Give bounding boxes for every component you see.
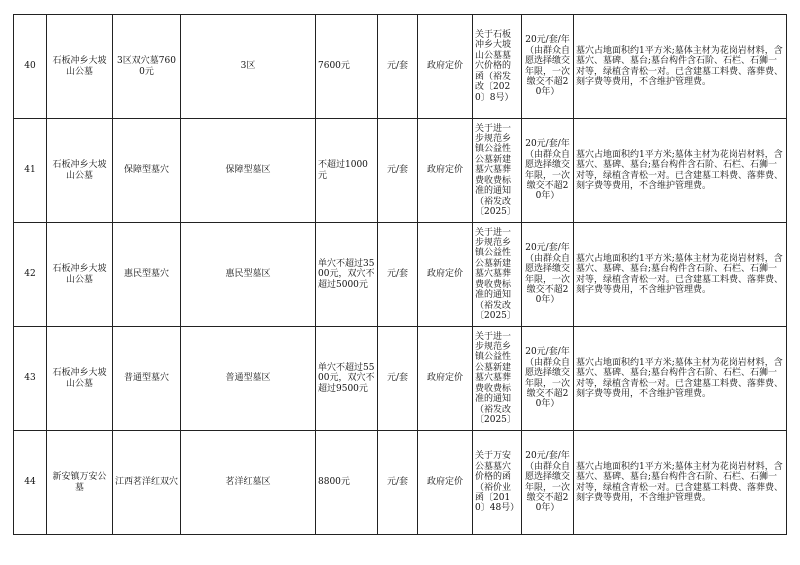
row-number-cell: 41	[14, 119, 47, 223]
table-row	[14, 223, 787, 327]
row-number-cell: 40	[14, 15, 47, 119]
unit-cell: 元/套	[378, 431, 418, 535]
area-name-cell: 保障型墓区	[181, 119, 316, 223]
cemetery-name-cell: 石板冲乡大坡山公墓	[47, 223, 113, 327]
cemetery-name-cell: 新安镇万安公墓	[47, 431, 113, 535]
table-row	[14, 119, 787, 223]
area-name-cell: 茗洋红墓区	[181, 431, 316, 535]
pricing-method-cell: 政府定价	[418, 431, 473, 535]
price-cell: 单穴不超过5500元，双穴不超过9500元	[316, 327, 378, 431]
area-name-cell: 惠民型墓区	[181, 223, 316, 327]
cemetery-name-cell: 石板冲乡大坡山公墓	[47, 119, 113, 223]
remarks-cell: 墓穴占地面积约1平方米;墓体主材为花岗岩材料，含墓穴、墓碑、墓台;墓台构件含石阶、石栏、石狮一对等，绿植含青松一对。已含建墓工料费、落葬费、刻字费等费用，不含维护管理费。	[574, 223, 787, 327]
maintenance-fee-cell: 20元/套/年（由群众自愿选择缴交年限，一次缴交不超20年）	[522, 327, 574, 431]
policy-document-cell: 关于万安公墓墓穴价格的函（裕价业函〔2010〕48号）	[473, 431, 522, 535]
unit-cell: 元/套	[378, 327, 418, 431]
item-name-cell: 普通型墓穴	[113, 327, 181, 431]
remarks-cell: 墓穴占地面积约1平方米;墓体主材为花岗岩材料，含墓穴、墓碑、墓台;墓台构件含石阶、石栏、石狮一对等，绿植含青松一对。已含建墓工料费、落葬费、刻字费等费用，不含维护管理费。	[574, 327, 787, 431]
row-number-cell: 42	[14, 223, 47, 327]
pricing-method-cell: 政府定价	[418, 327, 473, 431]
price-table	[13, 14, 787, 535]
remarks-cell: 墓穴占地面积约1平方米;墓体主材为花岗岩材料，含墓穴、墓碑、墓台;墓台构件含石阶、石栏、石狮一对等，绿植含青松一对。已含建墓工料费、落葬费、刻字费等费用，不含维护管理费。	[574, 119, 787, 223]
pricing-method-cell: 政府定价	[418, 119, 473, 223]
row-number-cell: 44	[14, 431, 47, 535]
unit-cell: 元/套	[378, 15, 418, 119]
row-number-cell: 43	[14, 327, 47, 431]
area-name-cell: 普通型墓区	[181, 327, 316, 431]
remarks-cell: 墓穴占地面积约1平方米;墓体主材为花岗岩材料，含墓穴、墓碑、墓台;墓台构件含石阶、石栏、石狮一对等，绿植含青松一对。已含建墓工料费、落葬费、刻字费等费用，不含维护管理费。	[574, 431, 787, 535]
policy-document-cell: 关于进一步规范乡镇公益性公墓新建墓穴墓葬费收费标准的通知（裕发改〔2025〕	[473, 119, 522, 223]
item-name-cell: 保障型墓穴	[113, 119, 181, 223]
area-name-cell: 3区	[181, 15, 316, 119]
cemetery-name-cell: 石板冲乡大坡山公墓	[47, 15, 113, 119]
maintenance-fee-cell: 20元/套/年（由群众自愿选择缴交年限，一次缴交不超20年）	[522, 223, 574, 327]
policy-document-cell: 关于石板冲乡大坡山公墓墓穴价格的函（裕发改〔2020〕8号）	[473, 15, 522, 119]
table-row	[14, 431, 787, 535]
price-cell: 不超过1000元	[316, 119, 378, 223]
pricing-method-cell: 政府定价	[418, 223, 473, 327]
table-row	[14, 327, 787, 431]
unit-cell: 元/套	[378, 223, 418, 327]
policy-document-cell: 关于进一步规范乡镇公益性公墓新建墓穴墓葬费收费标准的通知（裕发改〔2025〕	[473, 327, 522, 431]
remarks-cell: 墓穴占地面积约1平方米;墓体主材为花岗岩材料，含墓穴、墓碑、墓台;墓台构件含石阶、石栏、石狮一对等，绿植含青松一对。已含建墓工料费、落葬费、刻字费等费用，不含维护管理费。	[574, 15, 787, 119]
table-row	[14, 15, 787, 119]
maintenance-fee-cell: 20元/套/年（由群众自愿选择缴交年限，一次缴交不超20年）	[522, 119, 574, 223]
price-cell: 7600元	[316, 15, 378, 119]
pricing-method-cell: 政府定价	[418, 15, 473, 119]
item-name-cell: 江西茗洋红双穴	[113, 431, 181, 535]
price-cell: 8800元	[316, 431, 378, 535]
unit-cell: 元/套	[378, 119, 418, 223]
policy-document-cell: 关于进一步规范乡镇公益性公墓新建墓穴墓葬费收费标准的通知（裕发改〔2025〕	[473, 223, 522, 327]
maintenance-fee-cell: 20元/套/年（由群众自愿选择缴交年限，一次缴交不超20年）	[522, 15, 574, 119]
cemetery-name-cell: 石板冲乡大坡山公墓	[47, 327, 113, 431]
item-name-cell: 3区双穴墓7600元	[113, 15, 181, 119]
price-cell: 单穴不超过3500元，双穴不超过5000元	[316, 223, 378, 327]
item-name-cell: 惠民型墓穴	[113, 223, 181, 327]
maintenance-fee-cell: 20元/套/年（由群众自愿选择缴交年限，一次缴交不超20年）	[522, 431, 574, 535]
